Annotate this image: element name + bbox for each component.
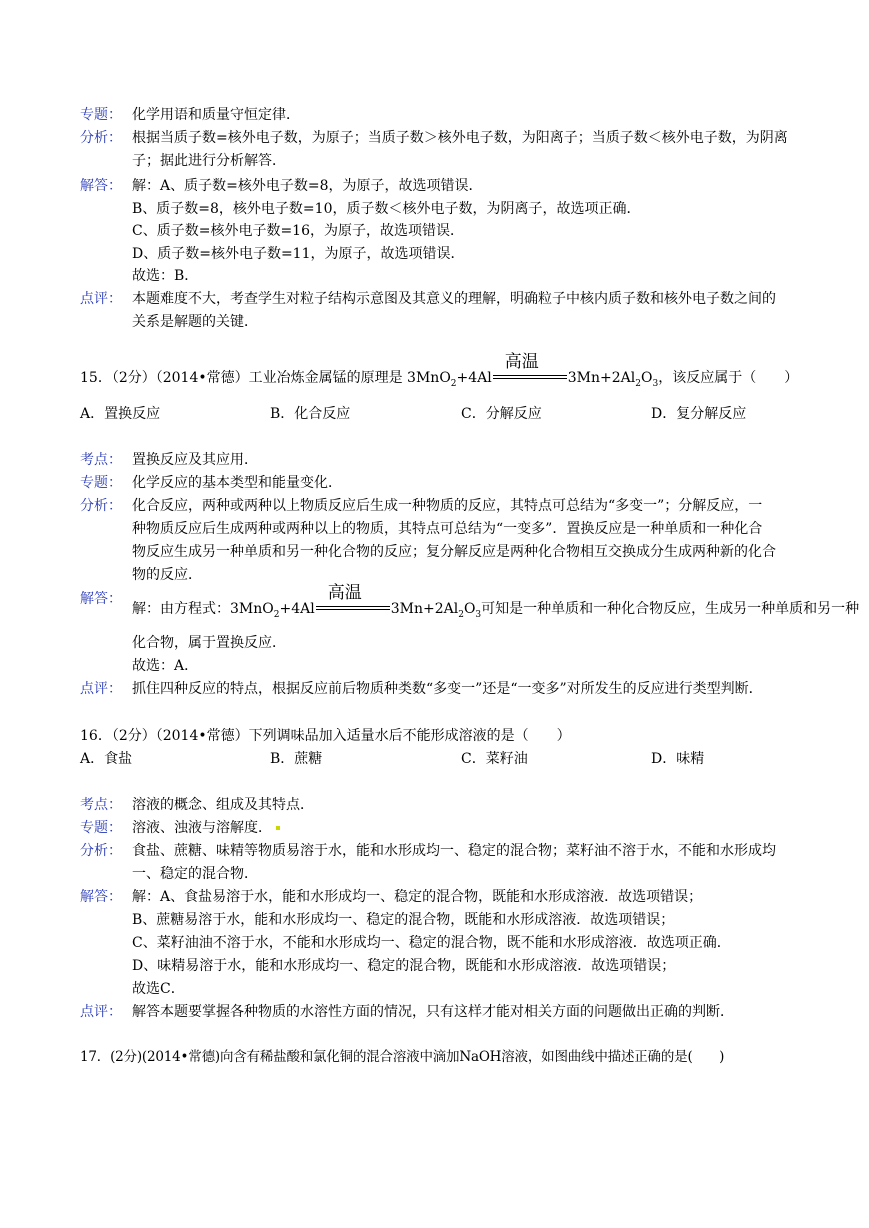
q17-stem: 17．(2分)(2014•常德)向含有稀盐酸和氯化铜的混合溶液中滴加NaOH溶液，如图曲线中描述正确的是( ): [80, 1049, 725, 1065]
stem-part: 15．（2分）（2014•常德）工业冶炼金属锰的原理是 3MnO: [80, 370, 451, 386]
jieda-line: 故选：B．: [132, 268, 199, 284]
zhuanti-label: 专题：: [80, 475, 122, 491]
fenxi-label: 分析：: [80, 843, 122, 859]
fenxi-line: 子；据此进行分析解答．: [132, 153, 286, 169]
fenxi-line: 物反应生成另一种单质和另一种化合物的反应；复分解反应是两种化合物相互交换成分生成两种新的化合: [132, 544, 776, 560]
jieda-label: 解答：: [80, 178, 122, 194]
dianping-label: 点评：: [80, 291, 122, 307]
jieda-line: 解：A、食盐易溶于水，能和水形成均一、稳定的混合物，既能和水形成溶液．故选项错误；: [132, 889, 703, 905]
q15-option-b: B．化合反应: [270, 406, 351, 422]
fenxi-line: 种物质反应后生成两种或两种以上的物质，其特点可总结为“一变多”．置换反应是一种单质和一种化合: [132, 521, 763, 537]
stem-part: ，该反应属于（ ）: [658, 370, 799, 386]
fenxi-line: 食盐、蔗糖、味精等物质易溶于水，能和水形成均一、稳定的混合物；菜籽油不溶于水，不能和水形成均: [132, 843, 776, 859]
fenxi-line: 根据当质子数=核外电子数，为原子；当质子数＞核外电子数，为阳离子；当质子数＜核外电子数，为阴离: [132, 130, 788, 146]
jieda-part: 解：由方程式：3MnO: [132, 601, 274, 617]
q16-option-b: B．蔗糖: [270, 751, 323, 767]
fenxi-line: 一、稳定的混合物．: [132, 866, 258, 882]
jieda-part: 3Mn+2Al: [390, 601, 459, 617]
jieda-label: 解答：: [80, 889, 122, 905]
zhuanti-text: [132, 817, 280, 839]
jieda-line: C、菜籽油油不溶于水，不能和水形成均一、稳定的混合物，既不能和水形成溶液．故选项正确．: [132, 935, 731, 951]
q16-option-a: A．食盐: [80, 751, 133, 767]
jieda-line: 解：A、质子数=核外电子数=8，为原子，故选项错误．: [132, 178, 483, 194]
q15-option-a: A．置换反应: [80, 406, 161, 422]
dianping-line: 抓住四种反应的特点，根据反应前后物质种类数“多变一”还是“一变多”对所发生的反应进行类型判断．: [132, 681, 763, 697]
kaodian-text: 置换反应及其应用．: [132, 452, 258, 468]
jieda-label: 解答：: [80, 591, 122, 607]
zhuanti-value: 溶液、浊液与溶解度．: [132, 820, 272, 836]
zhuanti-label: 专题：: [80, 107, 122, 123]
dianping-line: 本题难度不大，考查学生对粒子结构示意图及其意义的理解，明确粒子中核内质子数和核外电子数之间的: [132, 291, 776, 307]
dianping-line: 解答本题要掌握各种物质的水溶性方面的情况，只有这样才能对相关方面的问题做出正确的判断．: [132, 1004, 734, 1020]
marker-dot: [276, 826, 280, 830]
reaction-condition: [493, 352, 567, 385]
jieda-line: 化合物，属于置换反应．: [132, 635, 286, 651]
jieda-line: D、味精易溶于水，能和水形成均一、稳定的混合物，既能和水形成溶液．故选项错误；: [132, 958, 676, 974]
kaodian-label: 考点：: [80, 452, 122, 468]
kaodian-label: 考点：: [80, 797, 122, 813]
jieda-line: 故选：A．: [132, 658, 199, 674]
q16-option-c: C．菜籽油: [461, 751, 528, 767]
kaodian-text: 溶液的概念、组成及其特点．: [132, 797, 314, 813]
condition-text: 高温: [504, 352, 539, 372]
jieda-line: 故选C．: [132, 981, 185, 997]
q16-stem: 16．（2分）（2014•常德）下列调味品加入适量水后不能形成溶液的是（ ）: [80, 728, 571, 744]
dianping-label: 点评：: [80, 1004, 122, 1020]
q15-option-d: D．复分解反应: [651, 406, 747, 422]
fenxi-label: 分析：: [80, 498, 122, 514]
jieda-line: C、质子数=核外电子数=16，为原子，故选项错误．: [132, 223, 464, 239]
stem-part: +4Al: [456, 370, 492, 386]
reaction-condition: [316, 583, 390, 616]
q15-jieda-equation: 解：由方程式：3MnO$_2$+4Al 高温 $3Mn+2Al_2O_3$可知是一种单质和一种化合物反应，生成另一种单质和另一种: [132, 583, 860, 620]
jieda-line: B、蔗糖易溶于水，能和水形成均一、稳定的混合物，既能和水形成溶液．故选项错误；: [132, 912, 675, 928]
condition-text: 高温: [327, 583, 362, 603]
q16-option-d: D．味精: [651, 751, 705, 767]
zhuanti-label: 专题：: [80, 820, 122, 836]
dianping-line: 关系是解题的关键．: [132, 314, 258, 330]
stem-part: 3Mn+2Al: [567, 370, 636, 386]
zhuanti-text: 化学反应的基本类型和能量变化．: [132, 475, 342, 491]
fenxi-line: 物的反应．: [132, 567, 202, 583]
jieda-line: D、质子数=核外电子数=11，为原子，故选项错误．: [132, 246, 465, 262]
q15-option-c: C．分解反应: [461, 406, 542, 422]
fenxi-label: 分析：: [80, 130, 122, 146]
jieda-part: +4Al: [279, 601, 315, 617]
jieda-part: 可知是一种单质和一种化合物反应，生成另一种单质和另一种: [481, 601, 860, 617]
q15-stem: 15．（2分）（2014•常德）工业冶炼金属锰的原理是 3MnO$_2$+4Al 高温 $3Mn+2Al_2O_3$，该反应属于（ ）: [80, 352, 799, 389]
jieda-line: B、质子数=8，核外电子数=10，质子数＜核外电子数，为阴离子，故选项正确．: [132, 201, 641, 217]
fenxi-line: 化合反应，两种或两种以上物质反应后生成一种物质的反应，其特点可总结为“多变一”；分解反应，一: [132, 498, 763, 514]
dianping-label: 点评：: [80, 681, 122, 697]
zhuanti-text: 化学用语和质量守恒定律．: [132, 107, 300, 123]
